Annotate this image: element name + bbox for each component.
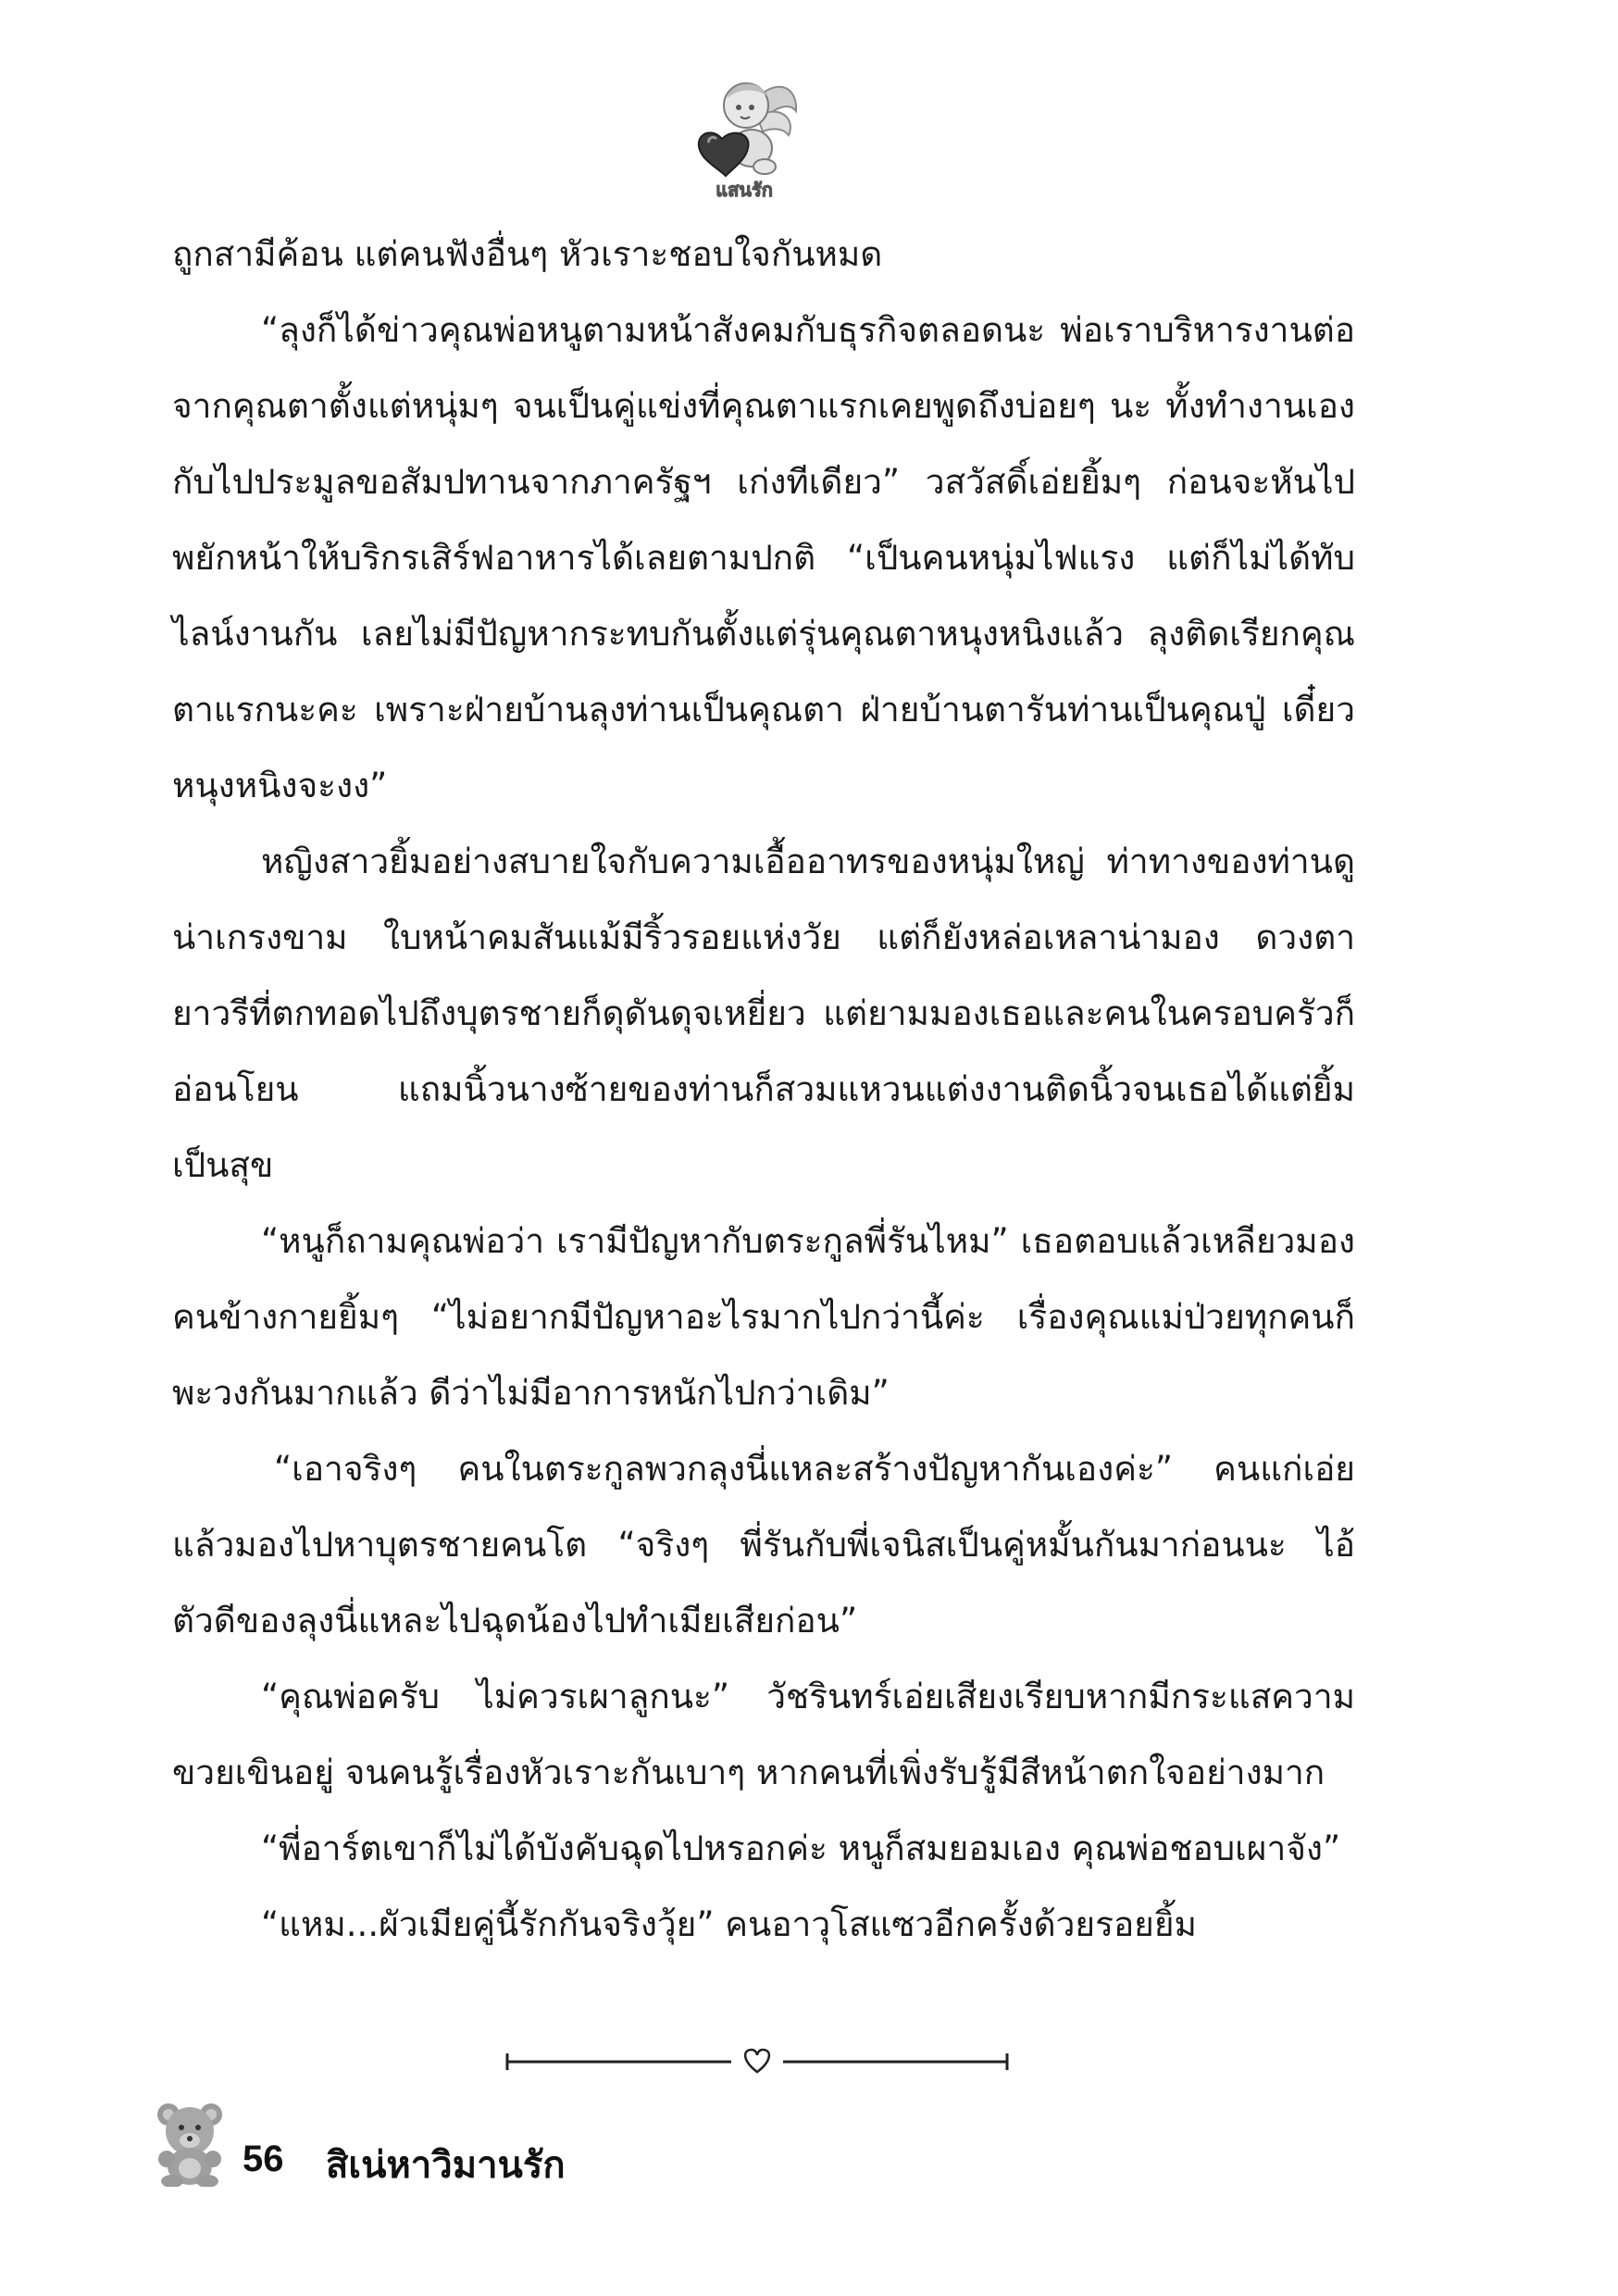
paragraph: “แหม...ผัวเมียคู่นี้รักกันจริงวุ้ย” คนอาวุโสแซวอีกครั้งด้วยรอยยิ้ม	[261, 1904, 1197, 1944]
cupid-heart-logo-icon	[687, 67, 802, 206]
section-divider	[500, 2042, 1014, 2079]
paragraph: ถูกสามีค้อน แต่คนฟังอื่นๆ หัวเราะชอบใจกันหมด	[172, 234, 883, 274]
paragraph: หญิงสาวยิ้มอย่างสบายใจกับความเอื้ออาทรของหนุ่มใหญ่ ท่าทางของท่านดูน่าเกรงขาม ใบหน้าคมสันแม้มีริ้วรอยแห่งวัย แต่ก็ยังหล่อเหลาน่ามอง ดวงตายาวรีที่ตกทอดไปถึงบุตรชายก็ดุดันดุจเหยี่ยว แต่ยามมองเธอและคนในครอบครัวก็อ่อนโยน แถมนิ้วนางซ้ายของท่านก็สวมแหวนแต่งงานติดนิ้วจนเธอได้แต่ยิ้มเป็นสุข	[172, 842, 1355, 1185]
header-logo	[687, 67, 802, 206]
teddy-bear-icon	[150, 2098, 230, 2187]
paragraph: “ลุงก็ได้ข่าวคุณพ่อหนูตามหน้าสังคมกับธุรกิจตลอดนะ พ่อเราบริหารงานต่อจากคุณตาตั้งแต่หนุ่มๆ จนเป็นคู่แข่งที่คุณตาแรกเคยพูดถึงบ่อยๆ นะ ทั้งทำงานเองกับไปประมูลขอสัมปทานจากภาครัฐฯ เก่งทีเดียว” วสวัสดิ์เอ่ยยิ้มๆ ก่อนจะหันไปพยักหน้าให้บริกรเสิร์ฟอาหารได้เลยตามปกติ “เป็นคนหนุ่มไฟแรง แต่ก็ไม่ได้ทับไลน์งานกัน เลยไม่มีปัญหากระทบกันตั้งแต่รุ่นคุณตาหนุงหนิงแล้ว ลุงติดเรียกคุณตาแรกนะคะ เพราะฝ่ายบ้านลุงท่านเป็นคุณตา ฝ่ายบ้านตารันท่านเป็นคุณปู่ เดี๋ยวหนุงหนิงจะงง”	[172, 310, 1355, 805]
paragraph: “เอาจริงๆ คนในตระกูลพวกลุงนี่แหละสร้างปัญหากันเองค่ะ” คนแก่เอ่ยแล้วมองไปหาบุตรชายคนโต “จริงๆ พี่รันกับพี่เจนิสเป็นคู่หมั้นกันมาก่อนนะ ไอ้ตัวดีของลุงนี่แหละไปฉุดน้องไปทำเมียเสียก่อน”	[172, 1449, 1355, 1641]
logo-lettering: แสนรัก	[716, 179, 773, 201]
paragraph: “หนูก็ถามคุณพ่อว่า เรามีปัญหากับตระกูลพี่รันไหม” เธอตอบแล้วเหลียวมองคนข้างกายยิ้มๆ “ไม่อยากมีปัญหาอะไรมากไปกว่านี้ค่ะ เรื่องคุณแม่ป่วยทุกคนก็พะวงกันมากแล้ว ดีว่าไม่มีอาการหนักไปกว่าเดิม”	[172, 1221, 1355, 1413]
heart-ornament-icon	[745, 2050, 769, 2072]
book-title: สิเน่หาวิมานรัก	[326, 2144, 566, 2187]
paragraph: “คุณพ่อครับ ไม่ควรเผาลูกนะ” วัชรินทร์เอ่ยเสียงเรียบหากมีกระแสความขวยเขินอยู่ จนคนรู้เรื่องหัวเราะกันเบาๆ หากคนที่เพิ่งรับรู้มีสีหน้าตกใจอย่างมาก	[172, 1677, 1355, 1792]
page-number: 56	[243, 2139, 284, 2179]
page-footer	[150, 2098, 798, 2209]
paragraph: “พี่อาร์ตเขาก็ไม่ได้บังคับฉุดไปหรอกค่ะ หนูก็สมยอมเอง คุณพ่อชอบเผาจัง”	[261, 1828, 1341, 1868]
body-text	[172, 217, 1355, 1963]
